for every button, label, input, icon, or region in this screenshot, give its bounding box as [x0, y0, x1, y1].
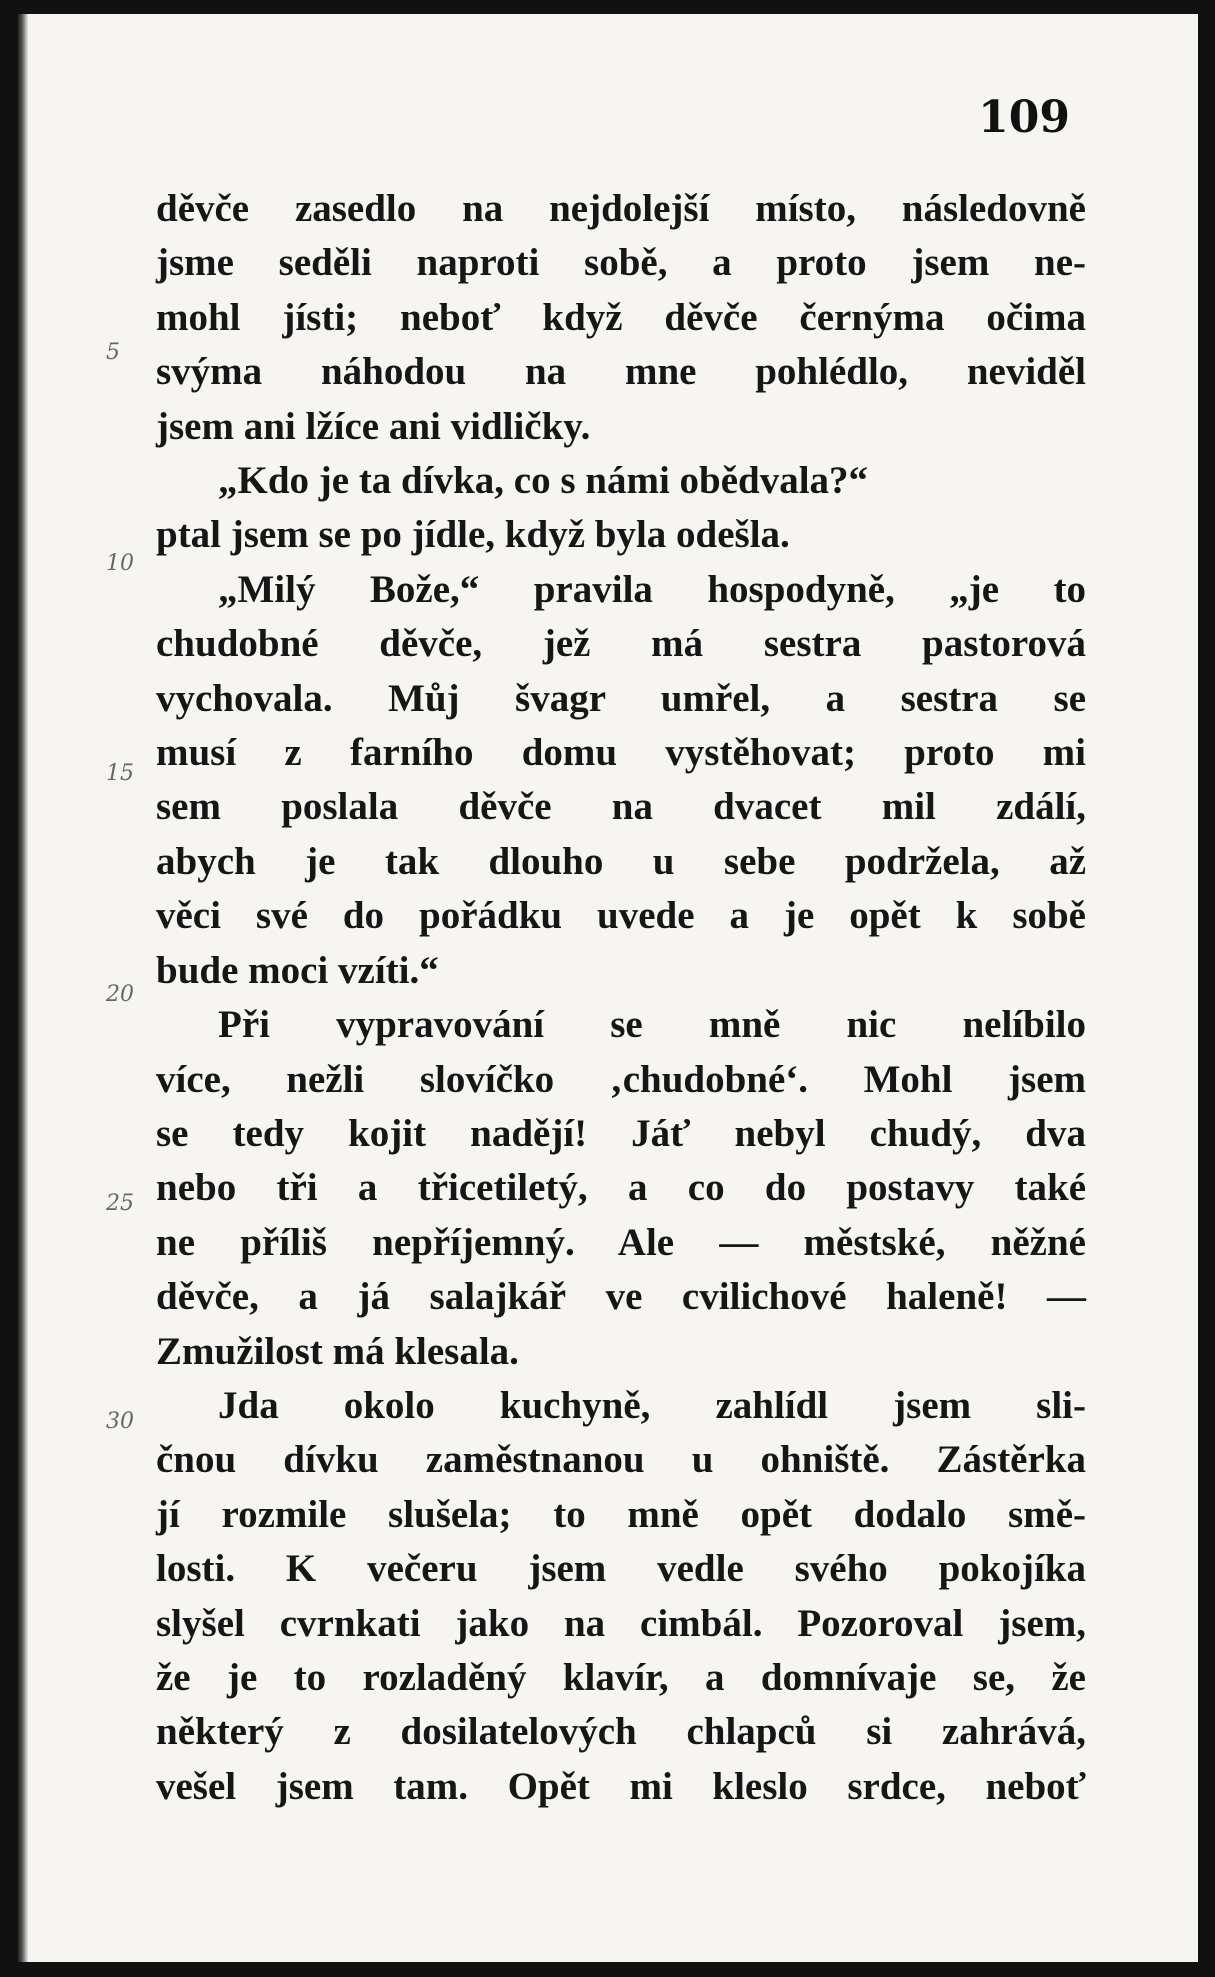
- text-line: ptal jsem se po jídle, když byla odešla.: [156, 513, 790, 557]
- text-line: vychovala. Můj švagr umřel, a sestra se: [156, 676, 1086, 720]
- text-line: slyšel cvrnkati jako na cimbál. Pozoroval jsem,: [156, 1601, 1086, 1645]
- text-line: nebo tři a třicetiletý, a co do postavy také: [156, 1166, 1086, 1210]
- text-line: Při vypravování se mně nic nelíbilo: [218, 1003, 1086, 1047]
- text-line: jsem ani lžíce ani vidličky.: [156, 404, 591, 448]
- text-line: abych je tak dlouho u sebe podržela, až: [156, 839, 1086, 883]
- text-line: musí z farního domu vystěhovat; proto mi: [156, 731, 1086, 775]
- margin-line-number: 5: [106, 340, 120, 365]
- text-line: svýma náhodou na mne pohlédlo, neviděl: [156, 350, 1086, 394]
- body-text: [156, 182, 1086, 1814]
- text-line: se tedy kojit nadějí! Jáť nebyl chudý, dva: [156, 1111, 1086, 1155]
- margin-line-number: 25: [106, 1191, 134, 1216]
- text-line: některý z dosilatelových chlapců si zahrává,: [156, 1710, 1086, 1754]
- text-line: sem poslala děvče na dvacet mil zdálí,: [156, 785, 1086, 829]
- margin-line-number: 30: [106, 1409, 134, 1434]
- text-line: „Milý Bože,“ pravila hospodyně, „je to: [218, 567, 1086, 611]
- text-line: jsme seděli naproti sobě, a proto jsem ne-: [156, 241, 1086, 285]
- margin-line-number: 20: [106, 982, 134, 1007]
- text-line: děvče, a já salajkář ve cvilichové haleně! —: [156, 1275, 1086, 1319]
- margin-line-number: 10: [106, 551, 134, 576]
- text-line: bude moci vzíti.“: [156, 948, 439, 992]
- text-line: Jda okolo kuchyně, zahlídl jsem sli-: [218, 1383, 1086, 1427]
- margin-line-number: 15: [106, 761, 134, 786]
- page-number: 109: [978, 92, 1070, 143]
- text-line: ne příliš nepříjemný. Ale — městské, něžné: [156, 1220, 1086, 1264]
- text-line: děvče zasedlo na nejdolejší místo, následovně: [156, 187, 1086, 230]
- text-line: že je to rozladěný klavír, a domnívaje se, že: [156, 1655, 1086, 1699]
- book-page: [18, 14, 1198, 1962]
- text-line: losti. K večeru jsem vedle svého pokojíka: [156, 1547, 1086, 1591]
- text-line: mohl jísti; neboť když děvče černýma očima: [156, 295, 1086, 339]
- text-line: Zmužilost má klesala.: [156, 1329, 519, 1373]
- text-line: věci své do pořádku uvede a je opět k sobě: [156, 894, 1086, 938]
- text-line: vešel jsem tam. Opět mi kleslo srdce, neboť: [156, 1764, 1086, 1808]
- text-line: jí rozmile slušela; to mně opět dodalo smě-: [156, 1492, 1086, 1536]
- text-line: „Kdo je ta dívka, co s námi obědvala?“: [218, 459, 869, 503]
- page-spine-edge: [18, 14, 28, 1962]
- text-line: čnou dívku zaměstnanou u ohniště. Zástěrka: [156, 1438, 1086, 1482]
- text-line: více, nežli slovíčko ‚chudobné‘. Mohl jsem: [156, 1057, 1086, 1101]
- text-line: chudobné děvče, jež má sestra pastorová: [156, 622, 1086, 666]
